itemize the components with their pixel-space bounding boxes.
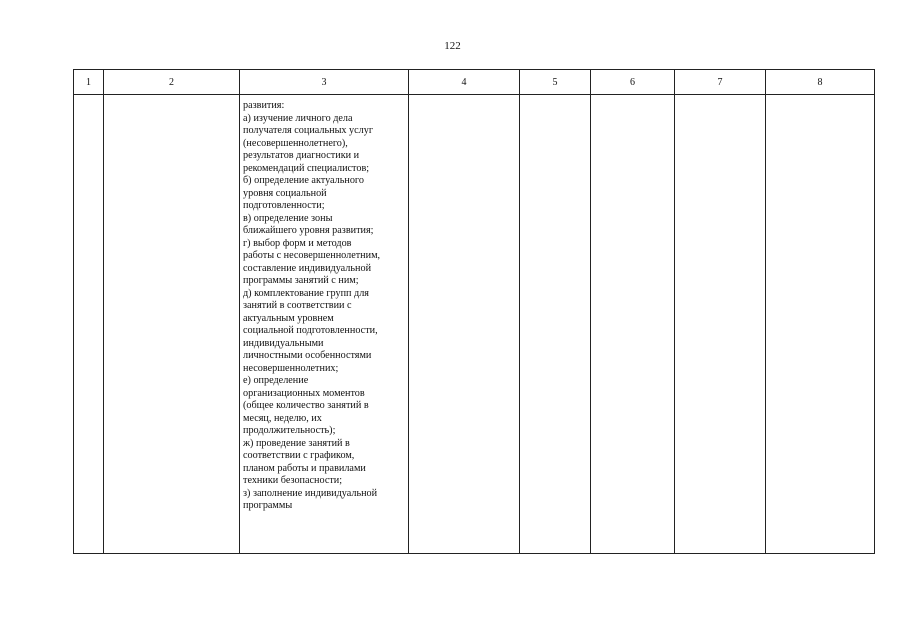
cell-col-3-text (240, 95, 408, 513)
cell-text-line: г) выбор форм и методов (243, 237, 352, 249)
cell-text-line: рекомендаций специалистов; (243, 162, 370, 174)
cell-text-line: ближайшего уровня развития; (243, 225, 374, 236)
column-header-1: 1 (74, 70, 104, 95)
cell-col-7 (675, 95, 766, 554)
cell-col-3 (240, 95, 409, 554)
table-header-row (74, 70, 875, 95)
page-number: 122 (444, 40, 461, 52)
services-table (73, 69, 875, 554)
cell-col-6 (591, 95, 675, 554)
cell-text-line: в) определение зоны (243, 212, 333, 224)
cell-col-8 (766, 95, 875, 554)
cell-text-line: программы (243, 500, 293, 511)
cell-col-1 (74, 95, 104, 554)
column-header-5: 5 (520, 70, 591, 95)
column-header-4: 4 (409, 70, 520, 95)
cell-text-line: месяц, неделю, их (243, 412, 322, 424)
cell-text-line: составление индивидуальной (243, 262, 372, 274)
cell-text-line: работы с несовершеннолетним, (243, 250, 381, 261)
column-header-8: 8 (766, 70, 875, 95)
cell-text-line: программы занятий с ним; (243, 275, 359, 286)
cell-text-line: планом работы и правилами (243, 462, 366, 474)
cell-text-line: развития: (243, 100, 285, 111)
cell-text-line: (общее количество занятий в (243, 400, 369, 411)
cell-text-line: индивидуальными (243, 337, 324, 349)
cell-col-5 (520, 95, 591, 554)
cell-col-2 (104, 95, 240, 554)
cell-text-line: соответствии с графиком, (243, 450, 355, 461)
cell-text-line: продолжительность); (243, 425, 336, 436)
cell-text-line: несовершеннолетних; (243, 362, 339, 374)
cell-text-line: занятий в соответствии с (243, 300, 352, 311)
table-row (74, 95, 875, 554)
cell-text-line: а) изучение личного дела (243, 112, 353, 124)
column-header-2: 2 (104, 70, 240, 95)
cell-text-line: результатов диагностики и (243, 150, 360, 161)
cell-text-line: актуальным уровнем (243, 312, 334, 324)
cell-text-line: подготовленности; (243, 200, 325, 211)
cell-text-line: з) заполнение индивидуальной (243, 487, 378, 499)
cell-col-4 (409, 95, 520, 554)
cell-text-line: уровня социальной (243, 187, 327, 199)
cell-text-line: организационных моментов (243, 387, 365, 399)
cell-text-line: получателя социальных услуг (243, 125, 374, 136)
cell-text-line: е) определение (243, 375, 309, 386)
cell-text-line: личностными особенностями (243, 350, 372, 361)
column-header-3: 3 (240, 70, 409, 95)
cell-text-line: б) определение актуального (243, 175, 364, 186)
cell-text-line: ж) проведение занятий в (243, 437, 350, 449)
column-header-7: 7 (675, 70, 766, 95)
cell-text-line: техники безопасности; (243, 475, 343, 486)
cell-text-line: д) комплектование групп для (243, 287, 369, 299)
column-header-6: 6 (591, 70, 675, 95)
cell-text-line: социальной подготовленности, (243, 325, 378, 336)
cell-text-line: (несовершеннолетнего), (243, 137, 348, 149)
